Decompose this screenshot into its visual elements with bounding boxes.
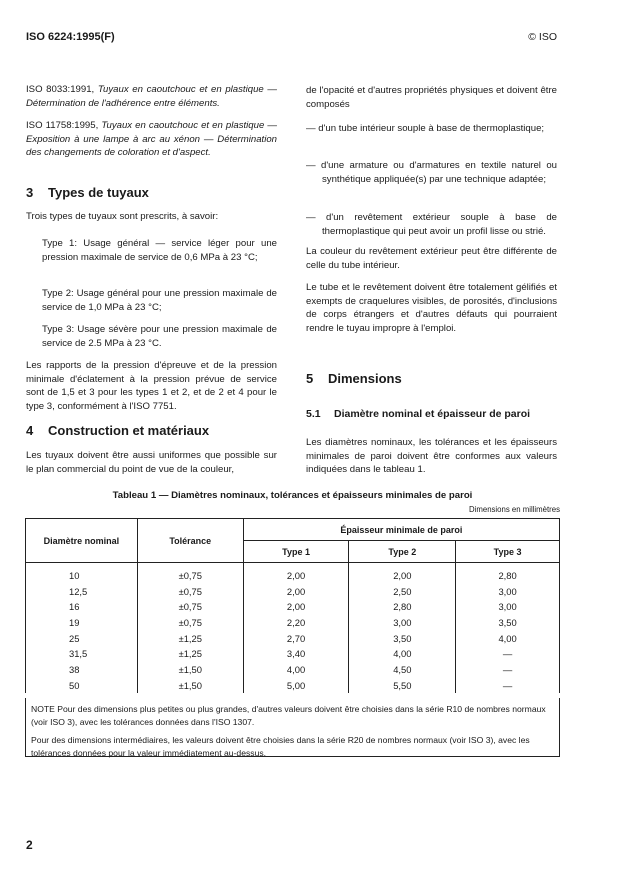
- header-tolerance: Tolérance: [137, 519, 243, 563]
- section-4-heading: [26, 423, 209, 438]
- table-cell: 3,40: [243, 646, 349, 662]
- pressure-ratios-paragraph: Les rapports de la pression d'épreuve et de la pression minimale d'éclatement à la pression prévue de service sont de 1,5 et 3 pour les types 1 et 2, et de 2 et 4 pour le type 3, conformément à l'ISO 7751.: [26, 360, 277, 413]
- table-units: Dimensions en millimètres: [469, 505, 560, 514]
- header-diameter: Diamètre nominal: [26, 519, 138, 563]
- ref-title: Tuyaux en caoutchouc et en plastique — Exposition à une lampe à arc au xénon — Détermination des changements de coloration et d'aspect.: [26, 120, 277, 159]
- table-notes: [25, 698, 560, 757]
- reference-iso-8033: [26, 83, 277, 110]
- types-intro: Trois types de tuyaux sont prescrits, à savoir:: [26, 211, 219, 222]
- table-title: Tableau 1 — Diamètres nominaux, tolérances et épaisseurs minimales de paroi: [112, 490, 473, 501]
- table-cell: 16: [26, 599, 138, 615]
- construction-paragraph: Les tuyaux doivent être aussi uniformes que possible sur le plan commercial du point de vue de la couleur,: [26, 450, 277, 475]
- ref-title: Tuyaux en caoutchouc et en plastique — Détermination de l'adhérence entre éléments.: [26, 84, 277, 109]
- table-cell: 4,00: [456, 630, 560, 646]
- table-row: [26, 630, 560, 646]
- table-cell: 4,00: [243, 662, 349, 678]
- header-type-1: Type 1: [243, 541, 349, 563]
- table-cell: 4,50: [349, 662, 456, 678]
- note-1: NOTE Pour des dimensions plus petites ou plus grandes, d'autres valeurs doivent être choisies dans la série R10 de nombres normaux (voir ISO 3), avec les tolérances données dans l'ISO 1307.: [31, 704, 546, 727]
- section-title: Construction et matériaux: [48, 423, 210, 438]
- ref-code: ISO 8033:1991,: [26, 84, 95, 95]
- list-item: — d'un revêtement extérieur souple à base de thermoplastique qui peut avoir un profil lisse ou strié.: [306, 212, 557, 237]
- header-type-2: Type 2: [349, 541, 456, 563]
- table-cell: ±1,50: [137, 662, 243, 678]
- section-title: Types de tuyaux: [48, 185, 149, 200]
- table-cell: —: [456, 662, 560, 678]
- table-cell: 5,50: [349, 677, 456, 693]
- color-paragraph: La couleur du revêtement extérieur peut être différente de celle du tube intérieur.: [306, 246, 557, 271]
- document-id: ISO 6224:1995(F): [26, 31, 115, 43]
- dimensions-table: [25, 518, 560, 693]
- table-cell: 3,00: [456, 599, 560, 615]
- section-number: 3: [26, 185, 34, 200]
- table-cell: 31,5: [26, 646, 138, 662]
- table-cell: 12,5: [26, 583, 138, 599]
- table-row: [26, 568, 560, 584]
- table-cell: 25: [26, 630, 138, 646]
- list-item: — d'une armature ou d'armatures en textile naturel ou synthétique appliquée(s) par une technique adaptée;: [306, 160, 557, 185]
- ref-code: ISO 11758:1995,: [26, 120, 99, 131]
- table-cell: 19: [26, 615, 138, 631]
- table-row: [26, 677, 560, 693]
- table-cell: ±0,75: [137, 615, 243, 631]
- page-number: 2: [26, 838, 33, 852]
- table-cell: 2,80: [349, 599, 456, 615]
- table-row: [26, 615, 560, 631]
- table-cell: 3,00: [349, 615, 456, 631]
- diameter-paragraph: Les diamètres nominaux, les tolérances et les épaisseurs minimales de paroi doivent être conformes aux valeurs indiquées dans le tableau 1.: [306, 437, 557, 476]
- section-5-heading: [306, 371, 402, 386]
- table-cell: 2,80: [456, 568, 560, 584]
- table-cell: 3,50: [349, 630, 456, 646]
- table-cell: —: [456, 677, 560, 693]
- table-cell: ±0,75: [137, 599, 243, 615]
- table-row: [26, 583, 560, 599]
- copyright: © ISO: [528, 31, 557, 43]
- table-cell: 2,70: [243, 630, 349, 646]
- table-cell: 50: [26, 677, 138, 693]
- table-cell: 2,00: [243, 568, 349, 584]
- table-row: [26, 646, 560, 662]
- table-cell: 3,50: [456, 615, 560, 631]
- header-min-thickness: Épaisseur minimale de paroi: [243, 519, 559, 541]
- note-2: Pour des dimensions intermédiaires, les valeurs doivent être choisies dans la série R20 de nombres normaux (voir ISO 3), avec les tolérances données pour la valeur immédiatement au-dessus.: [31, 735, 530, 758]
- reference-iso-11758: [26, 119, 277, 160]
- section-number: 4: [26, 423, 34, 438]
- table-cell: ±1,25: [137, 646, 243, 662]
- table-cell: 2,20: [243, 615, 349, 631]
- table-cell: ±1,25: [137, 630, 243, 646]
- table-row: [26, 599, 560, 615]
- table-cell: 38: [26, 662, 138, 678]
- table-cell: 2,50: [349, 583, 456, 599]
- table-cell: ±0,75: [137, 583, 243, 599]
- construction-continued: de l'opacité et d'autres propriétés physiques et doivent être composés: [306, 85, 557, 110]
- type-1: Type 1: Usage général — service léger pour une pression maximale de service de 0,6 MPa à 23 °C;: [42, 238, 277, 263]
- table-cell: 3,00: [456, 583, 560, 599]
- section-title: Diamètre nominal et épaisseur de paroi: [334, 408, 531, 420]
- section-title: Dimensions: [328, 371, 402, 386]
- tube-paragraph: Le tube et le revêtement doivent être totalement gélifiés et exempts de craquelures visibles, de porosités, d'inclusions de corps étrangers et d'autres défauts qui pourraient rendre le tuyau impropre à l'emploi.: [306, 282, 557, 335]
- table-cell: —: [456, 646, 560, 662]
- section-3-heading: [26, 185, 149, 200]
- table-cell: 4,00: [349, 646, 456, 662]
- table-cell: 2,00: [243, 583, 349, 599]
- table-cell: ±0,75: [137, 568, 243, 584]
- table-cell: 10: [26, 568, 138, 584]
- list-item: — d'un tube intérieur souple à base de thermoplastique;: [306, 123, 545, 134]
- table-cell: 2,00: [349, 568, 456, 584]
- type-3: Type 3: Usage sévère pour une pression maximale de service de 2.5 MPa à 23 °C.: [42, 324, 277, 349]
- table-cell: ±1,50: [137, 677, 243, 693]
- section-number: 5: [306, 371, 314, 386]
- table-row: [26, 662, 560, 678]
- table-cell: 5,00: [243, 677, 349, 693]
- table-cell: 2,00: [243, 599, 349, 615]
- type-2: Type 2: Usage général pour une pression maximale de service de 1,0 MPa à 23 °C;: [42, 288, 277, 313]
- section-number: 5.1: [306, 408, 321, 420]
- section-5-1-heading: [306, 408, 530, 420]
- header-type-3: Type 3: [456, 541, 560, 563]
